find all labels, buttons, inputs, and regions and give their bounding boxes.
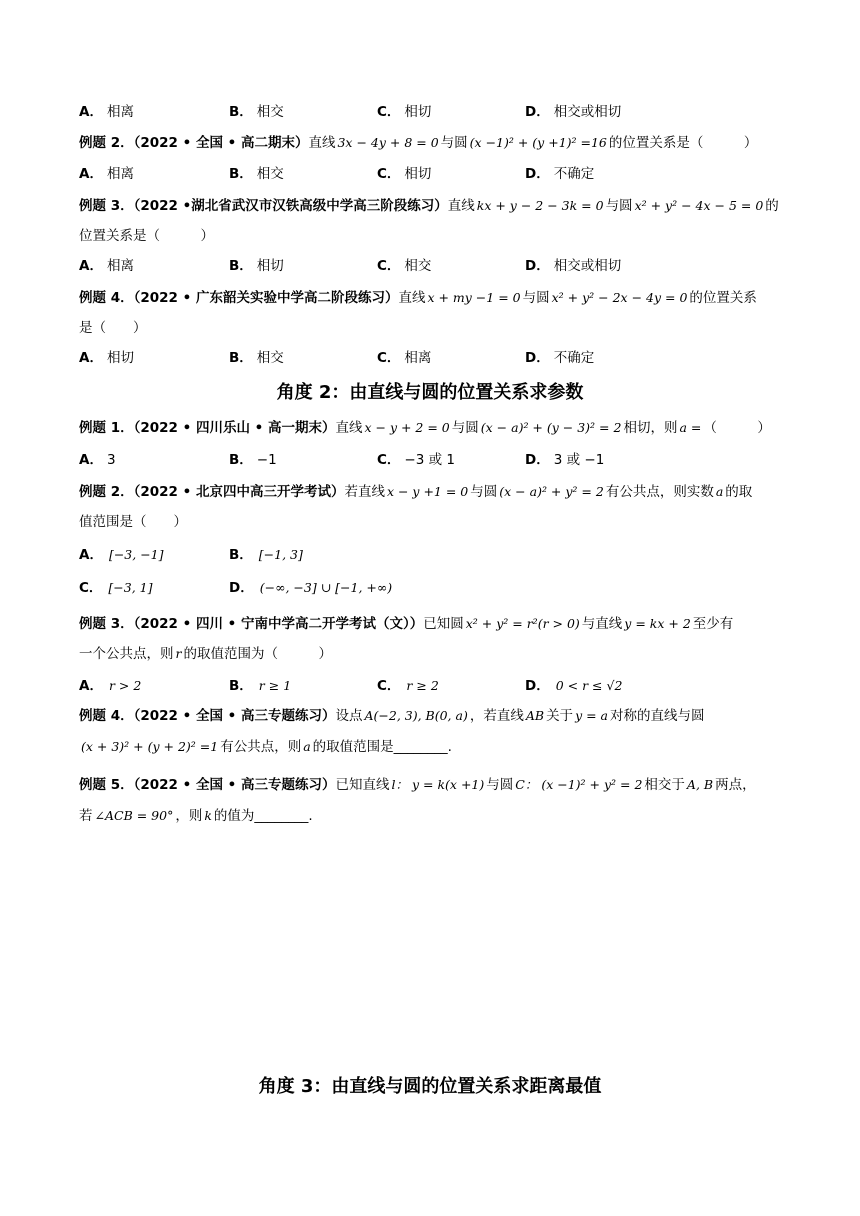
section-heading: 角度 2：由直线与圆的位置关系求参数 bbox=[276, 382, 584, 403]
question-text: 若 ∠ACB = 90° ，则 k 的值为________. bbox=[79, 808, 313, 824]
question-text: (x + 3)² + (y + 2)² =1 有公共点，则 a 的取值范围是________. bbox=[81, 739, 452, 755]
question-text: 值范围是（ ） bbox=[79, 514, 187, 530]
question-text: 例题 5．（2022 • 全国 • 高三专题练习）已知直线 l： y = k(x +1) 与圆 C： (x −1)² + y² = 2 相交于 A, B 两点， bbox=[79, 777, 756, 793]
option-row: A． [−3, −1] B． [−1, 3] bbox=[79, 547, 303, 563]
question-text: 例题 4．（2022 • 全国 • 高三专题练习）设点 A(−2, 3), B(0, a) ，若直线 AB 关于 y = a 对称的直线与圆 bbox=[79, 708, 705, 724]
question-text: 是（ ） bbox=[79, 320, 147, 336]
option-row: C． [−3, 1] D． (−∞, −3] ∪ [−1, +∞) bbox=[79, 580, 393, 596]
question-text: 例题 4．（2022 • 广东韶关实验中学高二阶段练习）直线 x + my −1 = 0 与圆 x² + y² − 2x − 4y = 0 的位置关系 bbox=[79, 290, 757, 306]
question-text: 位置关系是（ ） bbox=[79, 228, 214, 244]
option-row: A． 3 B． −1 C． −3 或 1 D． 3 或 −1 bbox=[79, 452, 605, 468]
question-text: 例题 3．（2022 • 四川 • 宁南中学高二开学考试（文））已知圆 x² + y² = r²(r > 0) 与直线 y = kx + 2 至少有 bbox=[79, 616, 734, 632]
option-row: A． 相离 B． 相交 C． 相切 D． 相交或相切 bbox=[79, 104, 622, 120]
option-row: A． 相离 B． 相交 C． 相切 D． 不确定 bbox=[79, 166, 595, 182]
question-text: 一个公共点，则 r 的取值范围为（ ） bbox=[79, 646, 332, 662]
question-text: 例题 2．（2022 • 北京四中高三开学考试）若直线 x − y +1 = 0 与圆 (x − a)² + y² = 2 有公共点，则实数 a 的取 bbox=[79, 484, 753, 500]
section-heading: 角度 3：由直线与圆的位置关系求距离最值 bbox=[258, 1076, 602, 1097]
option-row: A． r > 2 B． r ≥ 1 C． r ≥ 2 D． 0 < r ≤ √2 bbox=[79, 678, 623, 694]
option-row: A． 相离 B． 相切 C． 相交 D． 相交或相切 bbox=[79, 258, 622, 274]
question-text: 例题 2．（2022 • 全国 • 高二期末）直线 3x − 4y + 8 = 0 与圆 (x −1)² + (y +1)² =16 的位置关系是（ ） bbox=[79, 135, 758, 151]
option-row: A． 相切 B． 相交 C． 相离 D． 不确定 bbox=[79, 350, 595, 366]
question-text: 例题 3．（2022 •湖北省武汉市汉铁高级中学高三阶段练习）直线 kx + y − 2 − 3k = 0 与圆 x² + y² − 4x − 5 = 0 的 bbox=[79, 198, 779, 214]
question-text: 例题 1．（2022 • 四川乐山 • 高一期末）直线 x − y + 2 = 0 与圆 (x − a)² + (y − 3)² = 2 相切，则 a = （ ） bbox=[79, 420, 771, 436]
